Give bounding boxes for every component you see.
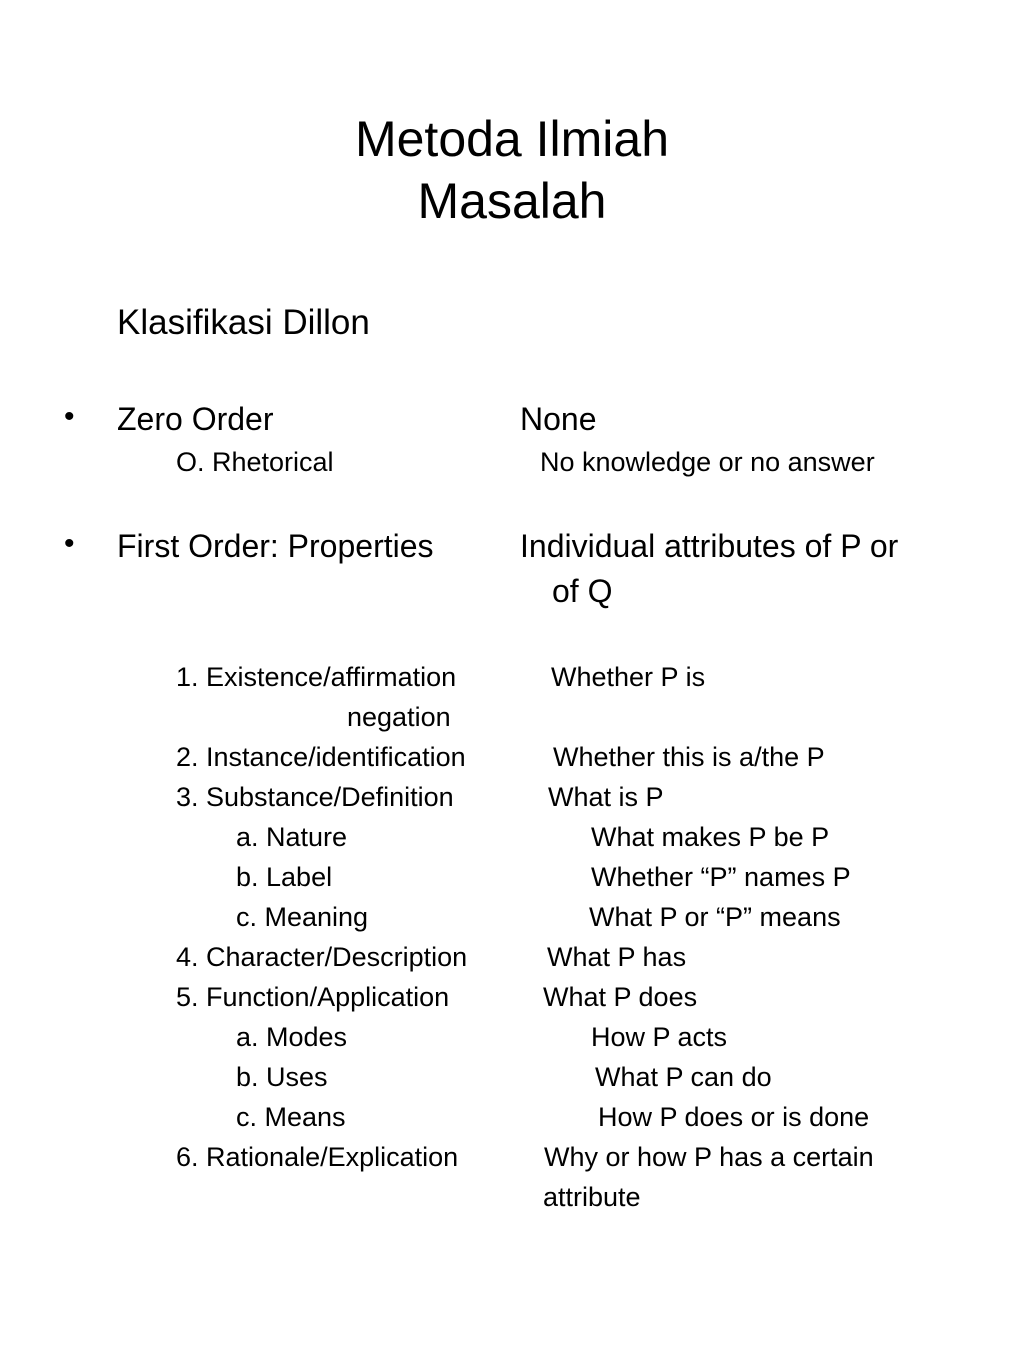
- item-value: What is P: [548, 782, 664, 812]
- item-label-continuation: negation: [347, 702, 451, 732]
- item-label: 4. Character/Description: [176, 942, 468, 972]
- item-label: 6. Rationale/Explication: [176, 1142, 459, 1172]
- rhetorical-value: No knowledge or no answer: [540, 447, 875, 477]
- item-label: 2. Instance/identification: [176, 742, 466, 772]
- first-order-value-line-2: of Q: [552, 573, 613, 609]
- item-value: What P does: [543, 982, 698, 1012]
- sub-item-label: b. Label: [236, 862, 333, 892]
- item-value: Whether this is a/the P: [553, 742, 825, 772]
- subtitle: Klasifikasi Dillon: [117, 303, 370, 342]
- sub-item-value: Whether “P” names P: [591, 862, 851, 892]
- sub-item-label: c. Means: [236, 1102, 346, 1132]
- sub-item-label: b. Uses: [236, 1062, 328, 1092]
- sub-item-value: How P acts: [591, 1022, 728, 1052]
- bullet-marker: •: [64, 527, 75, 560]
- item-label: 1. Existence/affirmation: [176, 662, 457, 692]
- bullet-marker: •: [64, 400, 75, 433]
- sub-item-value: What P or “P” means: [589, 902, 841, 932]
- sub-item-value: What P can do: [595, 1062, 772, 1092]
- item-label: 3. Substance/Definition: [176, 782, 454, 812]
- first-order-value-line-1: Individual attributes of P or: [520, 528, 899, 564]
- sub-item-label: c. Meaning: [236, 902, 369, 932]
- item-value: What P has: [547, 942, 687, 972]
- zero-order-value: None: [520, 401, 597, 437]
- title-line-1: Metoda Ilmiah: [354, 111, 670, 167]
- sub-item-label: a. Nature: [236, 822, 348, 852]
- zero-order-label: Zero Order: [117, 401, 274, 437]
- item-label: 5. Function/Application: [176, 982, 450, 1012]
- first-order-label: First Order: Properties: [117, 528, 434, 564]
- rhetorical-label: O. Rhetorical: [176, 447, 334, 477]
- sub-item-value: How P does or is done: [598, 1102, 870, 1132]
- item-value: Whether P is: [551, 662, 706, 692]
- sub-item-label: a. Modes: [236, 1022, 348, 1052]
- sub-item-value: What makes P be P: [591, 822, 830, 852]
- title-line-2: Masalah: [417, 173, 607, 229]
- item-value-continuation: attribute: [543, 1182, 641, 1212]
- item-value: Why or how P has a certain: [544, 1142, 874, 1172]
